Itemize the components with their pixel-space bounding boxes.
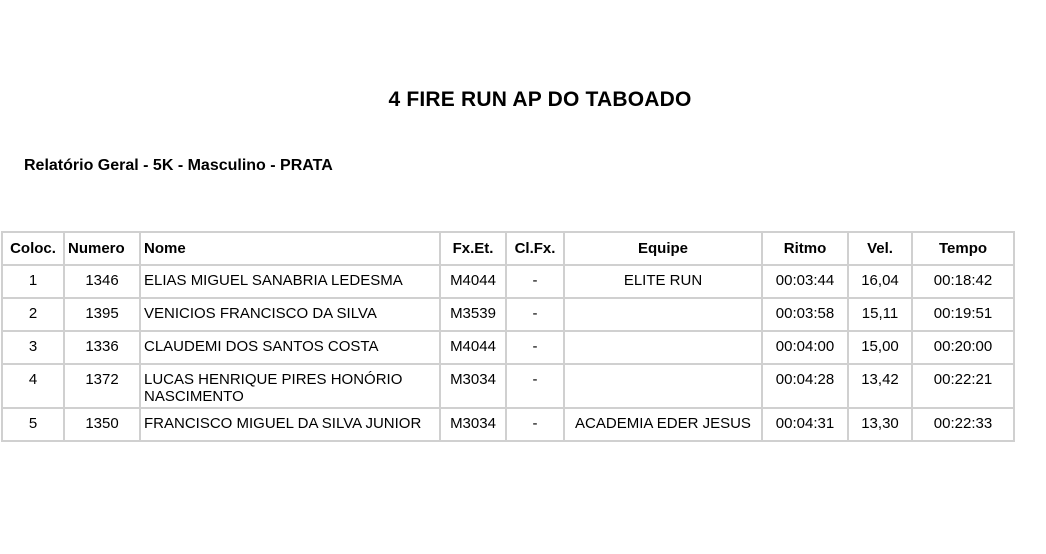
cell-equipe xyxy=(565,365,763,409)
table-row xyxy=(1,365,1015,409)
col-header-numero: Numero xyxy=(65,231,141,266)
col-header-coloc: Coloc. xyxy=(1,231,65,266)
col-header-vel: Vel. xyxy=(849,231,913,266)
col-header-equipe: Equipe xyxy=(565,231,763,266)
cell-coloc: 2 xyxy=(1,299,65,332)
cell-fxet: M4044 xyxy=(441,332,507,365)
cell-equipe: ACADEMIA EDER JESUS xyxy=(565,409,763,442)
col-header-clfx: Cl.Fx. xyxy=(507,231,565,266)
cell-ritmo: 00:04:00 xyxy=(763,332,849,365)
cell-vel: 13,42 xyxy=(849,365,913,409)
cell-numero: 1346 xyxy=(65,266,141,299)
cell-fxet: M4044 xyxy=(441,266,507,299)
report-subtitle: Relatório Geral - 5K - Masculino - PRATA xyxy=(24,157,333,174)
cell-vel: 15,00 xyxy=(849,332,913,365)
cell-clfx: - xyxy=(507,365,565,409)
cell-numero: 1395 xyxy=(65,299,141,332)
table-row xyxy=(1,266,1015,299)
cell-fxet: M3034 xyxy=(441,409,507,442)
cell-ritmo: 00:03:44 xyxy=(763,266,849,299)
cell-equipe xyxy=(565,299,763,332)
cell-vel: 16,04 xyxy=(849,266,913,299)
cell-numero: 1350 xyxy=(65,409,141,442)
cell-coloc: 3 xyxy=(1,332,65,365)
col-header-tempo: Tempo xyxy=(913,231,1015,266)
cell-ritmo: 00:04:28 xyxy=(763,365,849,409)
col-header-fxet: Fx.Et. xyxy=(441,231,507,266)
results-table xyxy=(1,231,1015,442)
cell-tempo: 00:20:00 xyxy=(913,332,1015,365)
cell-tempo: 00:22:33 xyxy=(913,409,1015,442)
cell-nome: VENICIOS FRANCISCO DA SILVA xyxy=(141,299,441,332)
cell-numero: 1336 xyxy=(65,332,141,365)
col-header-ritmo: Ritmo xyxy=(763,231,849,266)
cell-vel: 15,11 xyxy=(849,299,913,332)
table-row xyxy=(1,299,1015,332)
cell-coloc: 1 xyxy=(1,266,65,299)
cell-clfx: - xyxy=(507,332,565,365)
cell-equipe xyxy=(565,332,763,365)
cell-ritmo: 00:03:58 xyxy=(763,299,849,332)
table-row xyxy=(1,409,1015,442)
cell-clfx: - xyxy=(507,266,565,299)
event-title: 4 FIRE RUN AP DO TABOADO xyxy=(388,88,692,111)
cell-coloc: 5 xyxy=(1,409,65,442)
cell-nome: LUCAS HENRIQUE PIRES HONÓRIO NASCIMENTO xyxy=(141,365,441,409)
cell-clfx: - xyxy=(507,299,565,332)
cell-ritmo: 00:04:31 xyxy=(763,409,849,442)
col-header-nome: Nome xyxy=(141,231,441,266)
cell-tempo: 00:18:42 xyxy=(913,266,1015,299)
cell-nome: FRANCISCO MIGUEL DA SILVA JUNIOR xyxy=(141,409,441,442)
cell-coloc: 4 xyxy=(1,365,65,409)
cell-tempo: 00:22:21 xyxy=(913,365,1015,409)
cell-numero: 1372 xyxy=(65,365,141,409)
cell-nome: CLAUDEMI DOS SANTOS COSTA xyxy=(141,332,441,365)
cell-clfx: - xyxy=(507,409,565,442)
table-header-row xyxy=(1,231,1015,266)
cell-fxet: M3539 xyxy=(441,299,507,332)
cell-nome: ELIAS MIGUEL SANABRIA LEDESMA xyxy=(141,266,441,299)
cell-vel: 13,30 xyxy=(849,409,913,442)
cell-tempo: 00:19:51 xyxy=(913,299,1015,332)
table-row xyxy=(1,332,1015,365)
cell-equipe: ELITE RUN xyxy=(565,266,763,299)
cell-fxet: M3034 xyxy=(441,365,507,409)
